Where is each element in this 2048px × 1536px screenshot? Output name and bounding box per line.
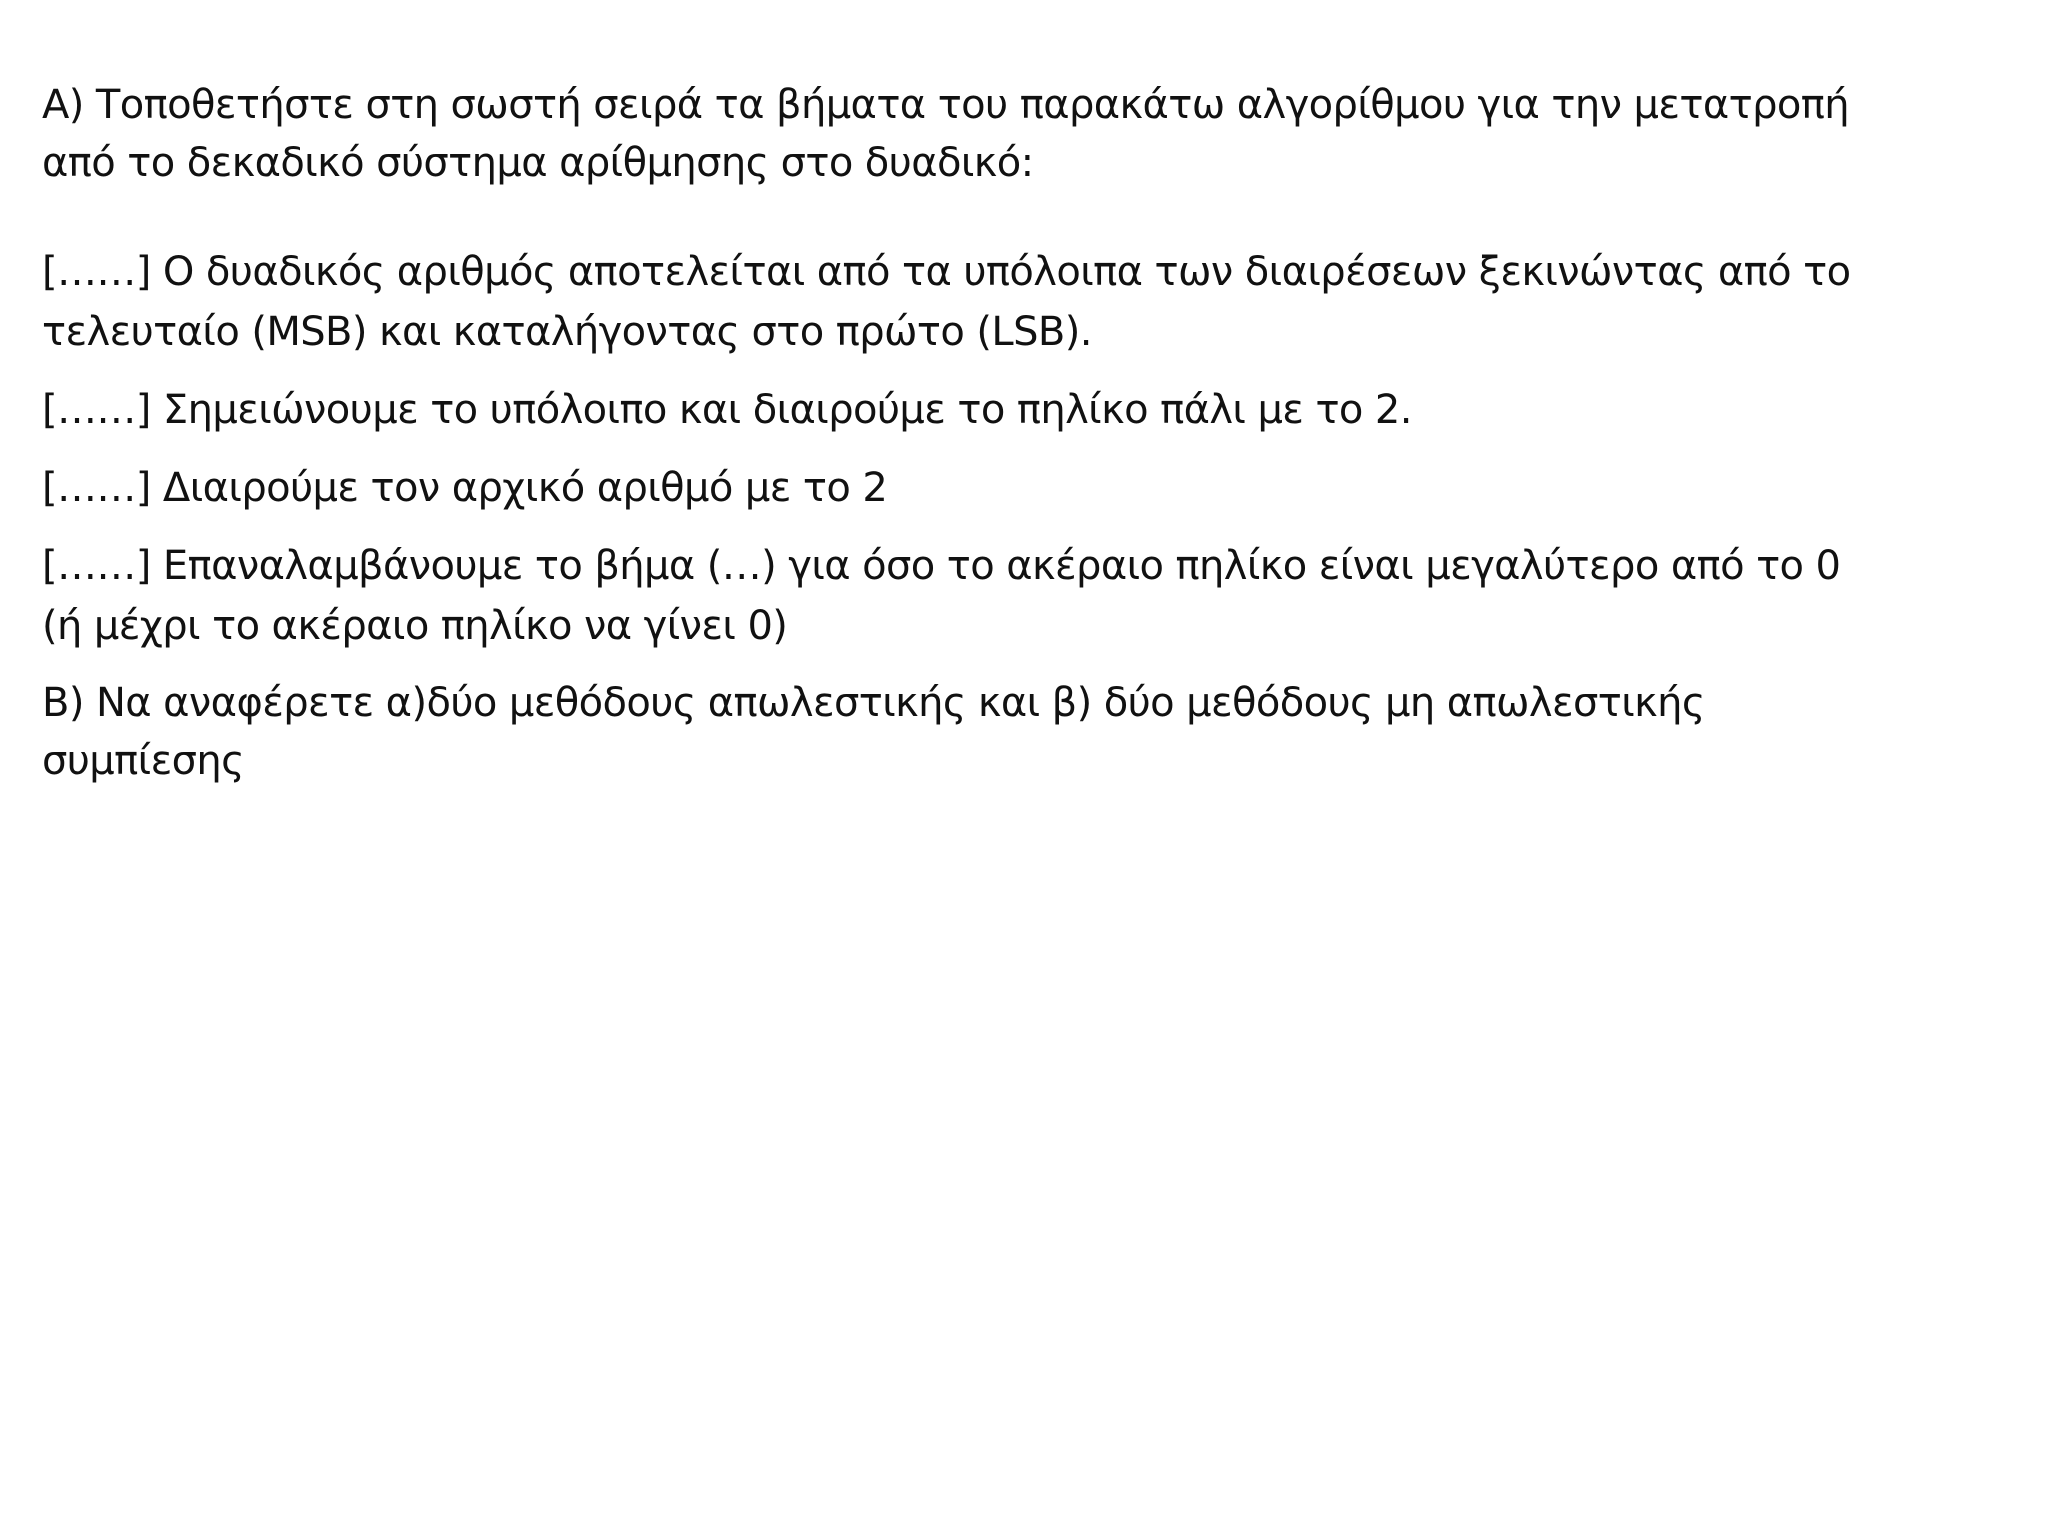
algorithm-steps-list xyxy=(42,242,1851,656)
algorithm-step xyxy=(42,458,1802,518)
algorithm-step xyxy=(42,536,1841,656)
question-b xyxy=(42,674,1802,790)
algorithm-step xyxy=(42,242,1851,362)
algorithm-step-line: [……] Ο δυαδικός αριθμός αποτελείται από τα υπόλοιπα των διαιρέσεων ξεκινώντας από το xyxy=(42,249,1851,295)
question-a-line: από το δεκαδικό σύστημα αρίθμησης στο δυαδικό: xyxy=(42,140,1034,186)
algorithm-step-line: [……] Διαιρούμε τον αρχικό αριθμό με το 2 xyxy=(42,465,888,511)
question-a xyxy=(42,76,1849,192)
document-page xyxy=(42,76,1851,790)
question-b-line: συμπίεσης xyxy=(42,738,244,784)
algorithm-step-line: (ή μέχρι το ακέραιο πηλίκο να γίνει 0) xyxy=(42,603,788,649)
algorithm-step xyxy=(42,380,1802,440)
question-b-line: Β) Να αναφέρετε α)δύο μεθόδους απωλεστικής και β) δύο μεθόδους μη απωλεστικής xyxy=(42,680,1705,726)
algorithm-step-line: [……] Επαναλαμβάνουμε το βήμα (…) για όσο το ακέραιο πηλίκο είναι μεγαλύτερο από το 0 xyxy=(42,543,1841,589)
question-a-line: Α) Τοποθετήστε στη σωστή σειρά τα βήματα του παρακάτω αλγορίθμου για την μετατροπή xyxy=(42,82,1849,128)
algorithm-step-line: τελευταίο (MSB) και καταλήγοντας στο πρώτο (LSB). xyxy=(42,309,1092,355)
algorithm-step-line: [……] Σημειώνουμε το υπόλοιπο και διαιρούμε το πηλίκο πάλι με το 2. xyxy=(42,387,1412,433)
